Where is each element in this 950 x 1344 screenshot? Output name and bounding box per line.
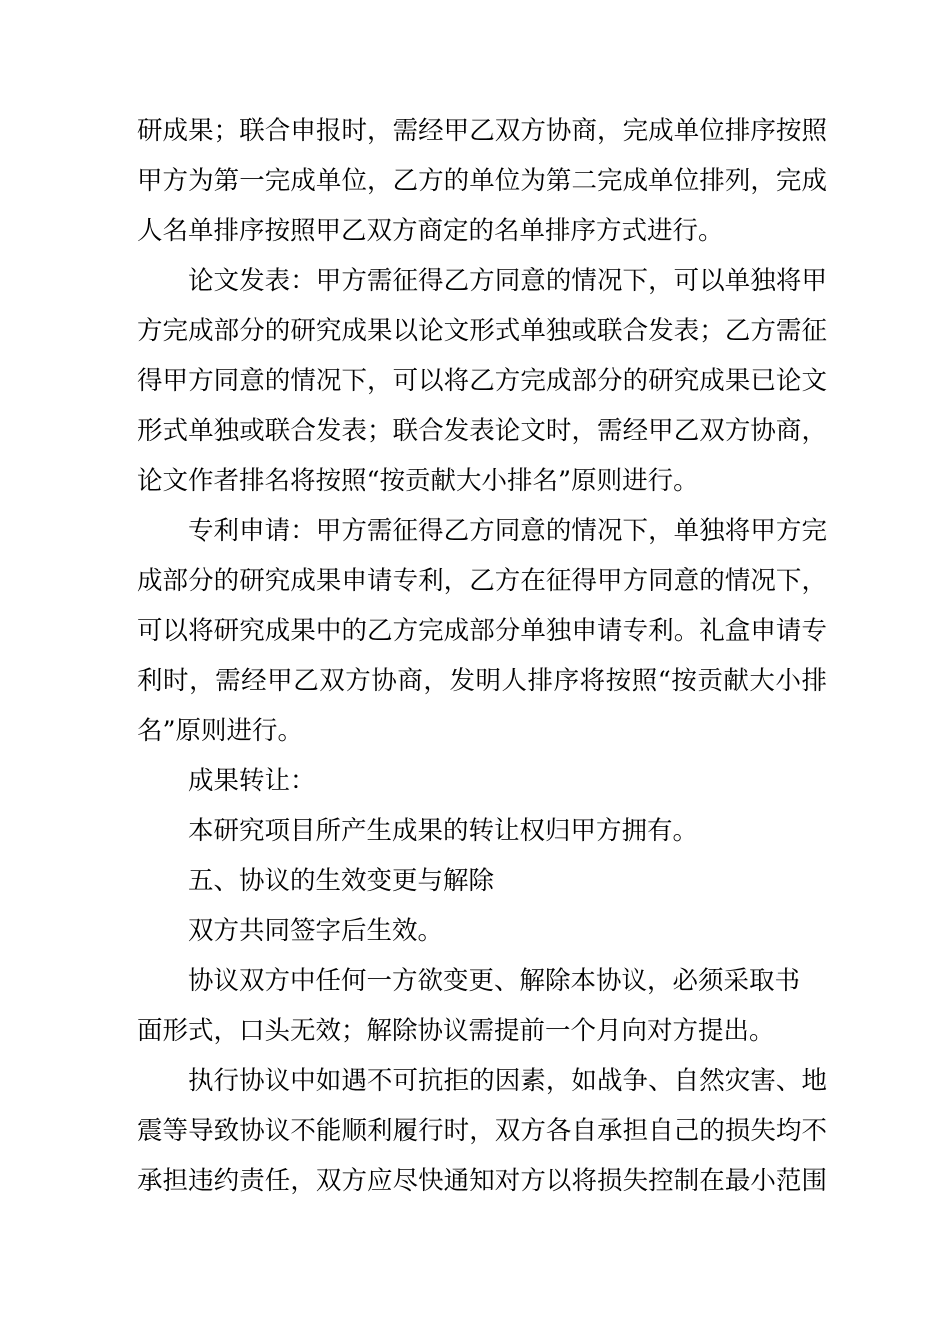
text-line: 面形式，口头无效；解除协议需提前一个月向对方提出。 [137, 1016, 775, 1046]
text-line: 专利申请：甲方需征得乙方同意的情况下，单独将甲方完 [188, 516, 827, 546]
text-line: 论文作者排名将按照“按贡献大小排名”原则进行。 [137, 466, 699, 496]
text-line: 承担违约责任，双方应尽快通知对方以将损失控制在最小范围 [137, 1166, 827, 1196]
text-line: 可以将研究成果中的乙方完成部分单独申请专利。礼盒申请专 [137, 616, 827, 646]
text-line: 甲方为第一完成单位，乙方的单位为第二完成单位排列，完成 [137, 166, 827, 196]
text-line: 执行协议中如遇不可抗拒的因素，如战争、自然灾害、地 [188, 1066, 827, 1096]
text-line: 本研究项目所产生成果的转让权归甲方拥有。 [188, 816, 699, 846]
text-line: 方完成部分的研究成果以论文形式单独或联合发表；乙方需征 [137, 316, 827, 346]
text-line: 成部分的研究成果申请专利，乙方在征得甲方同意的情况下， [137, 566, 827, 596]
text-line: 形式单独或联合发表；联合发表论文时，需经甲乙双方协商， [137, 416, 827, 446]
text-line: 震等导致协议不能顺利履行时，双方各自承担自己的损失均不 [137, 1116, 827, 1146]
text-line: 双方共同签字后生效。 [188, 916, 444, 946]
text-line: 人名单排序按照甲乙双方商定的名单排序方式进行。 [137, 216, 724, 246]
document-page [137, 106, 827, 1206]
text-line: 成果转让： [188, 766, 316, 796]
text-line: 名”原则进行。 [137, 716, 304, 746]
text-line: 得甲方同意的情况下，可以将乙方完成部分的研究成果已论文 [137, 366, 827, 396]
text-line: 协议双方中任何一方欲变更、解除本协议，必须采取书 [188, 966, 801, 996]
text-line: 论文发表：甲方需征得乙方同意的情况下，可以单独将甲 [188, 266, 827, 296]
text-line: 研成果；联合申报时，需经甲乙双方协商，完成单位排序按照 [137, 116, 827, 146]
text-line: 利时，需经甲乙双方协商，发明人排序将按照“按贡献大小排 [137, 666, 827, 696]
text-line: 五、协议的生效变更与解除 [188, 866, 495, 896]
